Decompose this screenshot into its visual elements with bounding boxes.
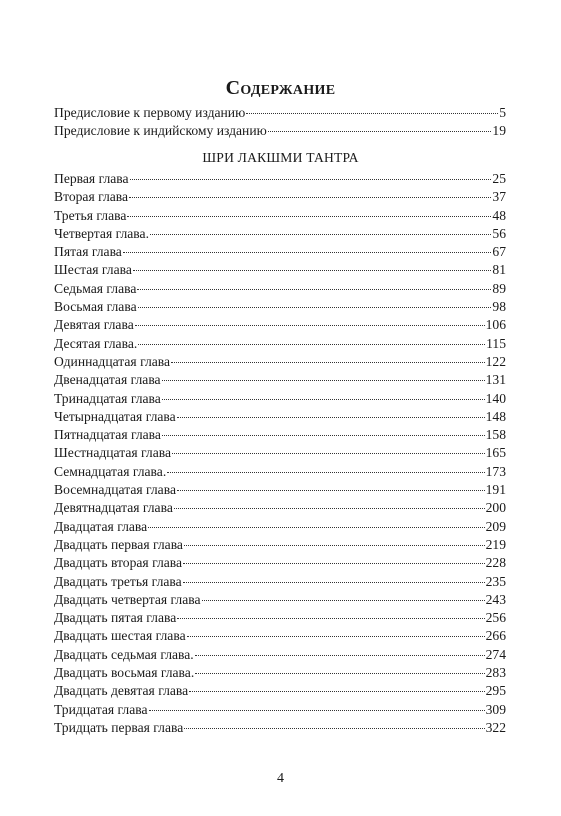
toc-entry-page: 274 bbox=[485, 646, 506, 662]
toc-entry-page: 48 bbox=[492, 207, 506, 223]
dot-leader bbox=[129, 197, 491, 198]
toc-entry bbox=[54, 573, 506, 591]
toc-entry-title: Двадцать седьмая глава. bbox=[54, 646, 194, 662]
toc-entry bbox=[54, 426, 506, 444]
dot-leader bbox=[195, 673, 484, 674]
toc-entry-page: 209 bbox=[485, 518, 506, 534]
dot-leader bbox=[148, 527, 484, 528]
dot-leader bbox=[184, 728, 484, 729]
toc-entry-title: Двадцать пятая глава bbox=[54, 610, 177, 626]
toc-entry-title: Двадцать восьмая глава. bbox=[54, 665, 195, 681]
toc-entry-page: 115 bbox=[486, 335, 506, 351]
toc-entry-page: 243 bbox=[485, 591, 506, 607]
dot-leader bbox=[183, 582, 485, 583]
toc-entry bbox=[54, 444, 506, 462]
toc-entry-title: Вторая глава bbox=[54, 189, 129, 205]
toc-entry-title: Двадцать третья глава bbox=[54, 573, 182, 589]
toc-entry-title: Тридцать первая глава bbox=[54, 719, 184, 735]
dot-leader bbox=[127, 216, 491, 217]
dot-leader bbox=[202, 600, 485, 601]
toc-entry bbox=[54, 481, 506, 499]
toc-entry-page: 81 bbox=[492, 262, 506, 278]
toc-entry bbox=[54, 518, 506, 536]
toc-entry-page: 165 bbox=[485, 445, 506, 461]
toc-entry bbox=[54, 170, 506, 188]
toc-entry bbox=[54, 701, 506, 719]
toc-entry-page: 140 bbox=[485, 390, 506, 406]
toc-entry-page: 158 bbox=[485, 427, 506, 443]
toc-entry bbox=[54, 463, 506, 481]
toc-preface-list bbox=[54, 104, 506, 141]
dot-leader bbox=[167, 472, 484, 473]
toc-entry-page: 235 bbox=[485, 573, 506, 589]
toc-entry bbox=[54, 243, 506, 261]
toc-entry bbox=[54, 499, 506, 517]
toc-entry-title: Семнадцатая глава. bbox=[54, 463, 167, 479]
toc-entry-title: Первая глава bbox=[54, 171, 129, 186]
toc-entry-page: 173 bbox=[485, 463, 506, 479]
toc-entry-title: Двадцать первая глава bbox=[54, 536, 183, 552]
toc-entry-page: 200 bbox=[485, 500, 506, 516]
toc-entry bbox=[54, 536, 506, 554]
dot-leader bbox=[135, 325, 485, 326]
toc-entry-title: Четвертая глава. bbox=[54, 225, 149, 241]
toc-entry bbox=[54, 122, 506, 140]
dot-leader bbox=[138, 344, 485, 345]
dot-leader bbox=[177, 417, 485, 418]
dot-leader bbox=[177, 618, 484, 619]
page-number: 4 bbox=[277, 771, 284, 786]
toc-entry-page: 148 bbox=[485, 408, 506, 424]
toc-entry bbox=[54, 554, 506, 572]
toc-entry bbox=[54, 682, 506, 700]
toc-entry-page: 266 bbox=[485, 628, 506, 644]
dot-leader bbox=[138, 307, 492, 308]
toc-entry bbox=[54, 298, 506, 316]
toc-entry-title: Двенадцатая глава bbox=[54, 372, 161, 388]
dot-leader bbox=[133, 270, 492, 271]
dot-leader bbox=[130, 179, 492, 180]
toc-entry-page: 131 bbox=[485, 372, 506, 388]
toc-entry-page: 25 bbox=[492, 171, 506, 186]
toc-entry-page: 191 bbox=[485, 482, 506, 498]
dot-leader bbox=[171, 362, 485, 363]
dot-leader bbox=[184, 545, 485, 546]
dot-leader bbox=[162, 435, 485, 436]
toc-entry bbox=[54, 188, 506, 206]
toc-entry-page: 5 bbox=[499, 105, 506, 120]
toc-entry bbox=[54, 591, 506, 609]
toc-entry-title: Пятнадцатая глава bbox=[54, 427, 161, 443]
toc-entry-title: Четырнадцатая глава bbox=[54, 408, 176, 424]
toc-entry-page: 322 bbox=[485, 719, 506, 735]
dot-leader bbox=[183, 563, 485, 564]
dot-leader bbox=[123, 252, 492, 253]
toc-entry-title: Двадцатая глава bbox=[54, 518, 148, 534]
toc-entry-title: Шестая глава bbox=[54, 262, 132, 278]
toc-entry-page: 122 bbox=[485, 353, 506, 369]
dot-leader bbox=[137, 289, 491, 290]
toc-entry bbox=[54, 280, 506, 298]
toc-entry bbox=[54, 335, 506, 353]
toc-entry-page: 19 bbox=[492, 123, 506, 139]
dot-leader bbox=[162, 380, 485, 381]
dot-leader bbox=[246, 113, 498, 114]
toc-entry-title: Восемнадцатая глава bbox=[54, 482, 176, 498]
toc-entry-page: 228 bbox=[485, 555, 506, 571]
toc-entry-title: Седьмая глава bbox=[54, 280, 137, 296]
dot-leader bbox=[174, 508, 485, 509]
dot-leader bbox=[162, 399, 485, 400]
toc-entry-page: 106 bbox=[485, 317, 506, 333]
toc-entry-title: Двадцать шестая глава bbox=[54, 628, 186, 644]
toc-entry bbox=[54, 627, 506, 645]
toc-entry-page: 67 bbox=[492, 244, 506, 260]
dot-leader bbox=[189, 691, 484, 692]
toc-entry-title: Тридцатая глава bbox=[54, 701, 148, 717]
dot-leader bbox=[177, 490, 485, 491]
toc-entry-title: Предисловие к индийскому изданию bbox=[54, 123, 267, 139]
toc-entry-title: Шестнадцатая глава bbox=[54, 445, 172, 461]
toc-entry-page: 219 bbox=[485, 536, 506, 552]
toc-entry-title: Девятая глава bbox=[54, 317, 134, 333]
toc-entry bbox=[54, 316, 506, 334]
toc-entry-page: 56 bbox=[492, 225, 506, 241]
toc-entry-page: 256 bbox=[485, 610, 506, 626]
toc-entry bbox=[54, 408, 506, 426]
section-heading: ШРИ ЛАКШМИ ТАНТРА bbox=[202, 150, 359, 165]
toc-entry-title: Двадцать четвертая глава bbox=[54, 591, 201, 607]
toc-entry bbox=[54, 207, 506, 225]
toc-entry bbox=[54, 664, 506, 682]
dot-leader bbox=[195, 655, 485, 656]
toc-entry-page: 89 bbox=[492, 280, 506, 296]
toc-entry bbox=[54, 390, 506, 408]
dot-leader bbox=[172, 453, 485, 454]
toc-entry bbox=[54, 719, 506, 737]
toc-entry bbox=[54, 609, 506, 627]
toc-entry-title: Девятнадцатая глава bbox=[54, 500, 173, 516]
dot-leader bbox=[149, 710, 485, 711]
toc-entry-title: Восьмая глава bbox=[54, 299, 137, 315]
toc-entry-page: 98 bbox=[492, 299, 506, 315]
dot-leader bbox=[187, 636, 485, 637]
toc-chapter-list bbox=[54, 170, 506, 737]
toc-entry-title: Тринадцатая глава bbox=[54, 390, 161, 406]
toc-entry-page: 37 bbox=[492, 189, 506, 205]
toc-entry-title: Пятая глава bbox=[54, 244, 122, 260]
toc-entry-title: Десятая глава. bbox=[54, 335, 138, 351]
toc-entry-title: Двадцать вторая глава bbox=[54, 555, 183, 571]
toc-entry-page: 283 bbox=[485, 665, 506, 681]
toc-entry bbox=[54, 353, 506, 371]
dot-leader bbox=[268, 131, 492, 132]
toc-entry-title: Одиннадцатая глава bbox=[54, 353, 171, 369]
toc-entry-page: 295 bbox=[485, 683, 506, 699]
toc-entry-title: Предисловие к первому изданию bbox=[54, 105, 246, 120]
toc-entry bbox=[54, 261, 506, 279]
toc-entry bbox=[54, 104, 506, 122]
dot-leader bbox=[150, 234, 491, 235]
toc-entry bbox=[54, 371, 506, 389]
toc-entry-page: 309 bbox=[485, 701, 506, 717]
toc-entry-title: Двадцать девятая глава bbox=[54, 683, 189, 699]
toc-entry bbox=[54, 225, 506, 243]
page-title: Содержание bbox=[225, 77, 336, 99]
toc-entry bbox=[54, 646, 506, 664]
toc-entry-title: Третья глава bbox=[54, 207, 127, 223]
